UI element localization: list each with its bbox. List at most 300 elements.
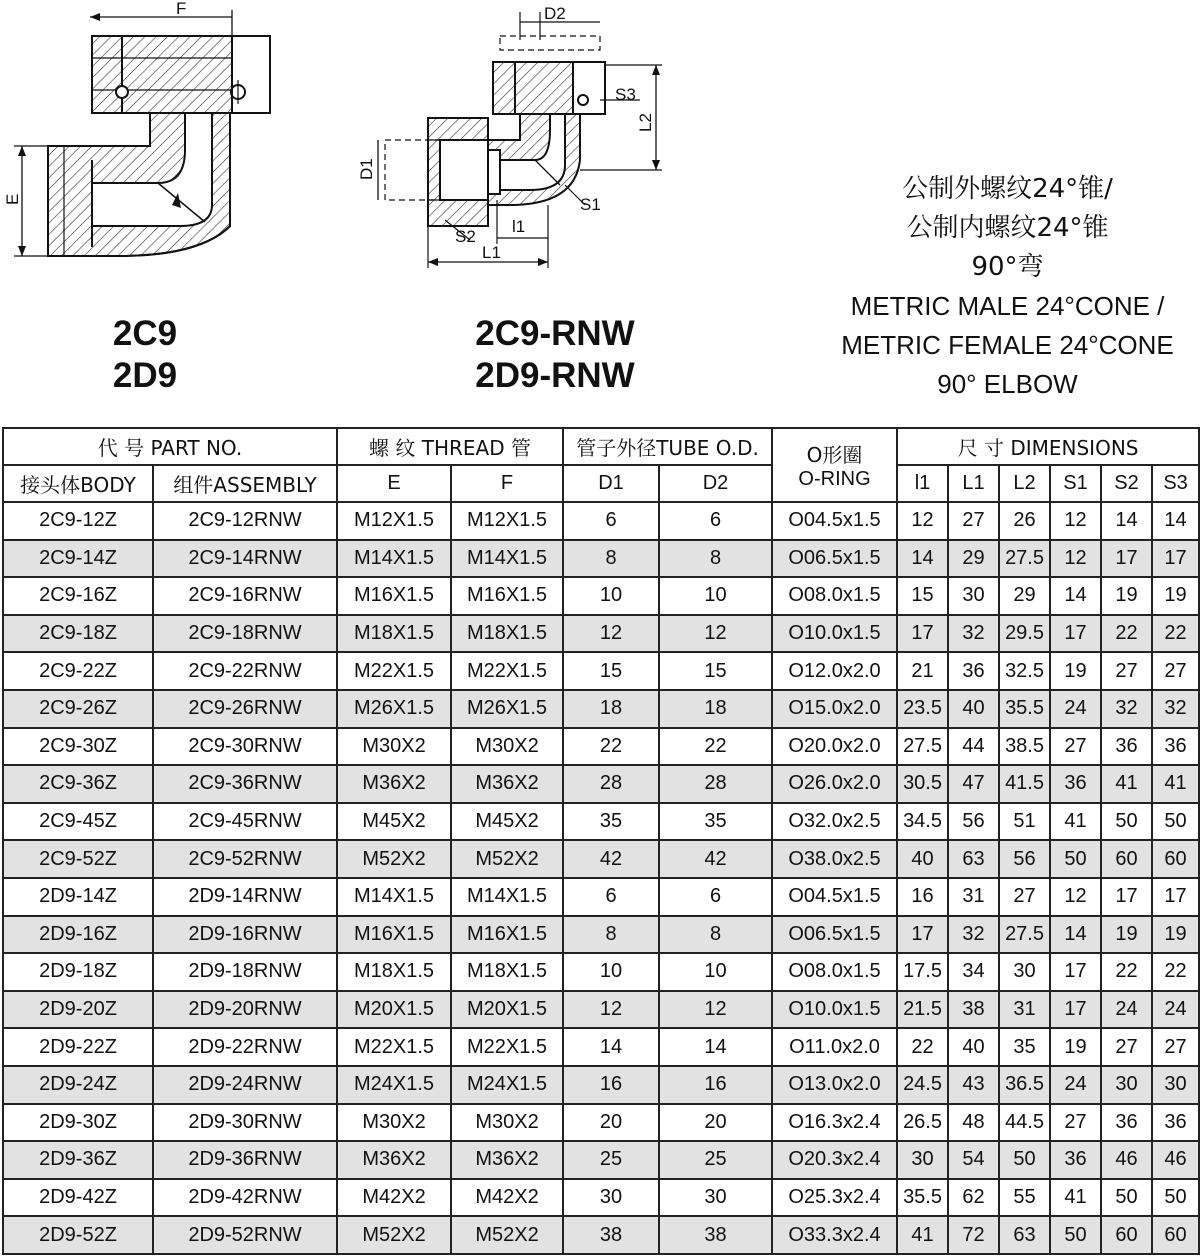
cell-e: M52X2 bbox=[337, 1216, 451, 1254]
cell-s2: 30 bbox=[1101, 1066, 1152, 1104]
cell-l2: 35 bbox=[999, 1028, 1050, 1066]
table-row bbox=[3, 690, 1199, 728]
cell-body: 2D9-30Z bbox=[3, 1104, 153, 1142]
cell-l2: 29.5 bbox=[999, 615, 1050, 653]
cell-l1: 54 bbox=[948, 1141, 999, 1179]
cell-f: M45X2 bbox=[451, 803, 563, 841]
header-o-ring-en: O-RING bbox=[798, 468, 871, 490]
cell-d1: 12 bbox=[563, 615, 659, 653]
cell-assembly: 2D9-52RNW bbox=[153, 1216, 337, 1254]
cell-l1: 62 bbox=[948, 1179, 999, 1217]
cell-s2: 19 bbox=[1101, 916, 1152, 954]
cell-assembly: 2D9-42RNW bbox=[153, 1179, 337, 1217]
cell-f: M36X2 bbox=[451, 1141, 563, 1179]
cell-body: 2C9-52Z bbox=[3, 840, 153, 878]
cell-l1-small: 22 bbox=[897, 1028, 948, 1066]
cell-l2: 29 bbox=[999, 577, 1050, 615]
description-en-line: 90° ELBOW bbox=[937, 369, 1078, 399]
cell-s1: 17 bbox=[1050, 615, 1101, 653]
cell-s3: 22 bbox=[1152, 615, 1199, 653]
cell-body: 2C9-14Z bbox=[3, 540, 153, 578]
header-dimensions: 尺 寸 DIMENSIONS bbox=[897, 428, 1199, 465]
header-body: 接头体BODY bbox=[3, 465, 153, 502]
table-row bbox=[3, 540, 1199, 578]
cell-body: 2D9-18Z bbox=[3, 953, 153, 991]
spec-table bbox=[2, 427, 1200, 1255]
cell-l1: 43 bbox=[948, 1066, 999, 1104]
cell-f: M30X2 bbox=[451, 1104, 563, 1142]
cell-l1-small: 30 bbox=[897, 1141, 948, 1179]
cell-assembly: 2C9-18RNW bbox=[153, 615, 337, 653]
description-cn-line: 90°弯 bbox=[971, 252, 1044, 282]
cell-e: M14X1.5 bbox=[337, 878, 451, 916]
cell-assembly: 2D9-24RNW bbox=[153, 1066, 337, 1104]
cell-body: 2D9-14Z bbox=[3, 878, 153, 916]
cell-l1: 30 bbox=[948, 577, 999, 615]
cell-o-ring: O26.0x2.0 bbox=[772, 765, 897, 803]
cell-o-ring: O04.5x1.5 bbox=[772, 878, 897, 916]
cell-l1-small: 17.5 bbox=[897, 953, 948, 991]
cell-l2: 32.5 bbox=[999, 652, 1050, 690]
cell-assembly: 2C9-52RNW bbox=[153, 840, 337, 878]
header-s3: S3 bbox=[1152, 465, 1199, 502]
cell-l2: 44.5 bbox=[999, 1104, 1050, 1142]
dim-label-d1: D1 bbox=[357, 158, 376, 180]
cell-f: M52X2 bbox=[451, 1216, 563, 1254]
cell-d1: 25 bbox=[563, 1141, 659, 1179]
cell-d2: 6 bbox=[659, 502, 772, 540]
cell-s1: 12 bbox=[1050, 878, 1101, 916]
header-s1: S1 bbox=[1050, 465, 1101, 502]
cell-d1: 6 bbox=[563, 502, 659, 540]
cell-assembly: 2C9-45RNW bbox=[153, 803, 337, 841]
cell-s3: 60 bbox=[1152, 840, 1199, 878]
cell-d1: 38 bbox=[563, 1216, 659, 1254]
cell-d2: 12 bbox=[659, 991, 772, 1029]
cell-l2: 26 bbox=[999, 502, 1050, 540]
cell-d1: 18 bbox=[563, 690, 659, 728]
cell-l1-small: 15 bbox=[897, 577, 948, 615]
cell-d2: 18 bbox=[659, 690, 772, 728]
cell-d1: 42 bbox=[563, 840, 659, 878]
cell-assembly: 2D9-22RNW bbox=[153, 1028, 337, 1066]
cell-s2: 36 bbox=[1101, 728, 1152, 766]
cell-d2: 25 bbox=[659, 1141, 772, 1179]
cell-e: M12X1.5 bbox=[337, 502, 451, 540]
cell-assembly: 2C9-16RNW bbox=[153, 577, 337, 615]
cell-o-ring: O38.0x2.5 bbox=[772, 840, 897, 878]
cell-e: M45X2 bbox=[337, 803, 451, 841]
cell-f: M30X2 bbox=[451, 728, 563, 766]
cell-l1-small: 34.5 bbox=[897, 803, 948, 841]
cell-d1: 15 bbox=[563, 652, 659, 690]
cell-e: M22X1.5 bbox=[337, 652, 451, 690]
cell-o-ring: O20.3x2.4 bbox=[772, 1141, 897, 1179]
header-l1-small: l1 bbox=[897, 465, 948, 502]
cell-o-ring: O13.0x2.0 bbox=[772, 1066, 897, 1104]
cell-l2: 27.5 bbox=[999, 916, 1050, 954]
cell-assembly: 2C9-12RNW bbox=[153, 502, 337, 540]
cell-l1-small: 16 bbox=[897, 878, 948, 916]
cell-s1: 27 bbox=[1050, 728, 1101, 766]
model-code: 2D9-RNW bbox=[475, 356, 635, 395]
cell-d1: 28 bbox=[563, 765, 659, 803]
cell-s3: 46 bbox=[1152, 1141, 1199, 1179]
header-assembly: 组件ASSEMBLY bbox=[153, 465, 337, 502]
table-row bbox=[3, 765, 1199, 803]
cell-assembly: 2C9-30RNW bbox=[153, 728, 337, 766]
cell-s3: 36 bbox=[1152, 1104, 1199, 1142]
cell-l1-small: 21.5 bbox=[897, 991, 948, 1029]
cell-l1: 56 bbox=[948, 803, 999, 841]
cell-l1-small: 35.5 bbox=[897, 1179, 948, 1217]
cell-d2: 12 bbox=[659, 615, 772, 653]
cell-e: M18X1.5 bbox=[337, 953, 451, 991]
header-l2: L2 bbox=[999, 465, 1050, 502]
cell-l2: 35.5 bbox=[999, 690, 1050, 728]
cell-s2: 17 bbox=[1101, 540, 1152, 578]
cell-o-ring: O08.0x1.5 bbox=[772, 577, 897, 615]
cell-assembly: 2D9-18RNW bbox=[153, 953, 337, 991]
cell-s1: 41 bbox=[1050, 803, 1101, 841]
cell-e: M26X1.5 bbox=[337, 690, 451, 728]
cell-s3: 36 bbox=[1152, 728, 1199, 766]
cell-d2: 22 bbox=[659, 728, 772, 766]
table-row bbox=[3, 1179, 1199, 1217]
table-row bbox=[3, 1216, 1199, 1254]
cell-o-ring: O06.5x1.5 bbox=[772, 916, 897, 954]
cell-l2: 30 bbox=[999, 953, 1050, 991]
cell-s2: 60 bbox=[1101, 1216, 1152, 1254]
header-o-ring bbox=[772, 428, 897, 502]
model-code: 2C9 bbox=[112, 314, 178, 353]
cell-o-ring: O32.0x2.5 bbox=[772, 803, 897, 841]
cell-s3: 17 bbox=[1152, 878, 1199, 916]
cell-s3: 14 bbox=[1152, 502, 1199, 540]
cell-assembly: 2C9-36RNW bbox=[153, 765, 337, 803]
cell-d1: 12 bbox=[563, 991, 659, 1029]
cell-l1: 63 bbox=[948, 840, 999, 878]
cell-body: 2D9-16Z bbox=[3, 916, 153, 954]
cell-s3: 27 bbox=[1152, 652, 1199, 690]
cell-s3: 41 bbox=[1152, 765, 1199, 803]
cell-body: 2C9-22Z bbox=[3, 652, 153, 690]
cell-l1: 36 bbox=[948, 652, 999, 690]
cell-l1-small: 17 bbox=[897, 615, 948, 653]
header-tube-od: 管子外径TUBE O.D. bbox=[563, 428, 772, 465]
cell-o-ring: O10.0x1.5 bbox=[772, 615, 897, 653]
model-code: 2C9-RNW bbox=[475, 314, 635, 353]
cell-f: M26X1.5 bbox=[451, 690, 563, 728]
cell-f: M22X1.5 bbox=[451, 1028, 563, 1066]
cell-o-ring: O08.0x1.5 bbox=[772, 953, 897, 991]
cell-l2: 55 bbox=[999, 1179, 1050, 1217]
header-f: F bbox=[451, 465, 563, 502]
cell-d1: 8 bbox=[563, 916, 659, 954]
cell-s3: 30 bbox=[1152, 1066, 1199, 1104]
cell-body: 2D9-20Z bbox=[3, 991, 153, 1029]
cell-l2: 38.5 bbox=[999, 728, 1050, 766]
cell-s1: 24 bbox=[1050, 1066, 1101, 1104]
cell-l1: 40 bbox=[948, 1028, 999, 1066]
cell-s2: 36 bbox=[1101, 1104, 1152, 1142]
cell-d1: 10 bbox=[563, 577, 659, 615]
cell-s3: 50 bbox=[1152, 803, 1199, 841]
model-codes-left bbox=[60, 313, 230, 397]
dim-label-l2: L2 bbox=[636, 113, 655, 132]
cell-f: M18X1.5 bbox=[451, 615, 563, 653]
cell-o-ring: O20.0x2.0 bbox=[772, 728, 897, 766]
spec-table-body bbox=[3, 502, 1199, 1254]
header-e: E bbox=[337, 465, 451, 502]
dim-label-d2: D2 bbox=[544, 4, 566, 23]
cell-e: M30X2 bbox=[337, 1104, 451, 1142]
cell-d2: 35 bbox=[659, 803, 772, 841]
cell-f: M14X1.5 bbox=[451, 540, 563, 578]
cell-s2: 32 bbox=[1101, 690, 1152, 728]
cell-d1: 16 bbox=[563, 1066, 659, 1104]
cell-o-ring: O16.3x2.4 bbox=[772, 1104, 897, 1142]
cell-l1-small: 30.5 bbox=[897, 765, 948, 803]
header-thread: 螺 纹 THREAD 管 bbox=[337, 428, 563, 465]
cell-f: M16X1.5 bbox=[451, 916, 563, 954]
elbow-drawing-left bbox=[14, 10, 270, 256]
cell-l1: 32 bbox=[948, 615, 999, 653]
cell-d2: 20 bbox=[659, 1104, 772, 1142]
cell-f: M36X2 bbox=[451, 765, 563, 803]
product-description bbox=[815, 170, 1200, 404]
table-row bbox=[3, 728, 1199, 766]
description-cn-line: 公制内螺纹24°锥 bbox=[906, 213, 1109, 243]
table-row bbox=[3, 991, 1199, 1029]
description-en-line: METRIC FEMALE 24°CONE bbox=[841, 330, 1174, 360]
cell-assembly: 2C9-22RNW bbox=[153, 652, 337, 690]
cell-assembly: 2D9-14RNW bbox=[153, 878, 337, 916]
cell-s3: 24 bbox=[1152, 991, 1199, 1029]
table-row bbox=[3, 878, 1199, 916]
cell-d2: 8 bbox=[659, 540, 772, 578]
dim-label-l1: L1 bbox=[482, 243, 501, 262]
table-row bbox=[3, 577, 1199, 615]
table-row bbox=[3, 652, 1199, 690]
cell-body: 2D9-22Z bbox=[3, 1028, 153, 1066]
cell-d2: 10 bbox=[659, 577, 772, 615]
cell-f: M14X1.5 bbox=[451, 878, 563, 916]
cell-assembly: 2D9-20RNW bbox=[153, 991, 337, 1029]
cell-s2: 22 bbox=[1101, 953, 1152, 991]
cell-d1: 35 bbox=[563, 803, 659, 841]
table-row bbox=[3, 1141, 1199, 1179]
cell-l1: 38 bbox=[948, 991, 999, 1029]
table-row bbox=[3, 502, 1199, 540]
cell-f: M18X1.5 bbox=[451, 953, 563, 991]
cell-e: M30X2 bbox=[337, 728, 451, 766]
cell-l1-small: 21 bbox=[897, 652, 948, 690]
cell-d2: 15 bbox=[659, 652, 772, 690]
cell-s1: 12 bbox=[1050, 502, 1101, 540]
cell-l1-small: 17 bbox=[897, 916, 948, 954]
cell-s1: 50 bbox=[1050, 840, 1101, 878]
cell-l2: 56 bbox=[999, 840, 1050, 878]
table-row bbox=[3, 953, 1199, 991]
cell-e: M18X1.5 bbox=[337, 615, 451, 653]
cell-d1: 10 bbox=[563, 953, 659, 991]
table-row bbox=[3, 1066, 1199, 1104]
dim-label-f: F bbox=[176, 0, 187, 18]
cell-o-ring: O10.0x1.5 bbox=[772, 991, 897, 1029]
description-cn-line: 公制外螺纹24°锥/ bbox=[902, 174, 1113, 204]
cell-e: M20X1.5 bbox=[337, 991, 451, 1029]
cell-body: 2C9-30Z bbox=[3, 728, 153, 766]
cell-s2: 17 bbox=[1101, 878, 1152, 916]
cell-s2: 27 bbox=[1101, 1028, 1152, 1066]
cell-l2: 63 bbox=[999, 1216, 1050, 1254]
cell-d2: 16 bbox=[659, 1066, 772, 1104]
cell-s1: 17 bbox=[1050, 991, 1101, 1029]
cell-f: M42X2 bbox=[451, 1179, 563, 1217]
cell-l1: 47 bbox=[948, 765, 999, 803]
cell-l1-small: 41 bbox=[897, 1216, 948, 1254]
cell-s3: 19 bbox=[1152, 577, 1199, 615]
cell-s2: 60 bbox=[1101, 840, 1152, 878]
cell-e: M36X2 bbox=[337, 1141, 451, 1179]
cell-l1: 72 bbox=[948, 1216, 999, 1254]
cell-o-ring: O25.3x2.4 bbox=[772, 1179, 897, 1217]
dim-label-s2: S2 bbox=[455, 227, 476, 246]
cell-s1: 36 bbox=[1050, 1141, 1101, 1179]
cell-e: M52X2 bbox=[337, 840, 451, 878]
cell-body: 2D9-24Z bbox=[3, 1066, 153, 1104]
cell-s2: 41 bbox=[1101, 765, 1152, 803]
header-d1: D1 bbox=[563, 465, 659, 502]
cell-s2: 19 bbox=[1101, 577, 1152, 615]
cell-o-ring: O11.0x2.0 bbox=[772, 1028, 897, 1066]
cell-e: M42X2 bbox=[337, 1179, 451, 1217]
cell-l2: 31 bbox=[999, 991, 1050, 1029]
model-code: 2D9 bbox=[112, 356, 178, 395]
cell-s3: 50 bbox=[1152, 1179, 1199, 1217]
cell-o-ring: O33.3x2.4 bbox=[772, 1216, 897, 1254]
dim-label-e: E bbox=[3, 193, 22, 205]
cell-d1: 20 bbox=[563, 1104, 659, 1142]
table-row bbox=[3, 840, 1199, 878]
cell-f: M24X1.5 bbox=[451, 1066, 563, 1104]
cell-l2: 36.5 bbox=[999, 1066, 1050, 1104]
cell-e: M14X1.5 bbox=[337, 540, 451, 578]
dim-label-s1: S1 bbox=[580, 195, 601, 214]
cell-s3: 32 bbox=[1152, 690, 1199, 728]
cell-e: M36X2 bbox=[337, 765, 451, 803]
cell-s1: 41 bbox=[1050, 1179, 1101, 1217]
cell-o-ring: O06.5x1.5 bbox=[772, 540, 897, 578]
cell-s1: 27 bbox=[1050, 1104, 1101, 1142]
cell-assembly: 2C9-14RNW bbox=[153, 540, 337, 578]
cell-s2: 46 bbox=[1101, 1141, 1152, 1179]
cell-l2: 51 bbox=[999, 803, 1050, 841]
header-l1: L1 bbox=[948, 465, 999, 502]
cell-d1: 30 bbox=[563, 1179, 659, 1217]
header-d2: D2 bbox=[659, 465, 772, 502]
cell-s3: 22 bbox=[1152, 953, 1199, 991]
cell-o-ring: O15.0x2.0 bbox=[772, 690, 897, 728]
header-s2: S2 bbox=[1101, 465, 1152, 502]
cell-s1: 17 bbox=[1050, 953, 1101, 991]
cell-s2: 27 bbox=[1101, 652, 1152, 690]
cell-l1: 27 bbox=[948, 502, 999, 540]
cell-body: 2C9-16Z bbox=[3, 577, 153, 615]
cell-s1: 36 bbox=[1050, 765, 1101, 803]
cell-d2: 28 bbox=[659, 765, 772, 803]
table-row bbox=[3, 615, 1199, 653]
cell-d1: 14 bbox=[563, 1028, 659, 1066]
cell-s1: 50 bbox=[1050, 1216, 1101, 1254]
cell-l1: 29 bbox=[948, 540, 999, 578]
cell-body: 2D9-36Z bbox=[3, 1141, 153, 1179]
cell-f: M16X1.5 bbox=[451, 577, 563, 615]
cell-l1-small: 40 bbox=[897, 840, 948, 878]
cell-body: 2C9-26Z bbox=[3, 690, 153, 728]
cell-s1: 14 bbox=[1050, 577, 1101, 615]
cell-d2: 10 bbox=[659, 953, 772, 991]
cell-assembly: 2D9-36RNW bbox=[153, 1141, 337, 1179]
cell-l1-small: 27.5 bbox=[897, 728, 948, 766]
cell-f: M20X1.5 bbox=[451, 991, 563, 1029]
cell-s1: 19 bbox=[1050, 652, 1101, 690]
cell-l1: 48 bbox=[948, 1104, 999, 1142]
cell-d2: 14 bbox=[659, 1028, 772, 1066]
cell-s1: 24 bbox=[1050, 690, 1101, 728]
dim-label-l1-small: l1 bbox=[512, 217, 526, 236]
cell-body: 2D9-42Z bbox=[3, 1179, 153, 1217]
cell-f: M22X1.5 bbox=[451, 652, 563, 690]
cell-assembly: 2D9-30RNW bbox=[153, 1104, 337, 1142]
cell-l2: 27.5 bbox=[999, 540, 1050, 578]
description-en-line: METRIC MALE 24°CONE / bbox=[850, 291, 1165, 321]
cell-l1: 40 bbox=[948, 690, 999, 728]
cell-e: M16X1.5 bbox=[337, 577, 451, 615]
cell-d1: 8 bbox=[563, 540, 659, 578]
table-row bbox=[3, 803, 1199, 841]
cell-d2: 6 bbox=[659, 878, 772, 916]
cell-o-ring: O12.0x2.0 bbox=[772, 652, 897, 690]
cell-l1-small: 12 bbox=[897, 502, 948, 540]
cell-s1: 12 bbox=[1050, 540, 1101, 578]
header-o-ring-cn: O形圈 bbox=[806, 443, 863, 467]
cell-body: 2C9-45Z bbox=[3, 803, 153, 841]
cell-e: M22X1.5 bbox=[337, 1028, 451, 1066]
cell-body: 2C9-12Z bbox=[3, 502, 153, 540]
cell-body: 2C9-36Z bbox=[3, 765, 153, 803]
cell-s1: 19 bbox=[1050, 1028, 1101, 1066]
cell-l1: 44 bbox=[948, 728, 999, 766]
cell-d1: 22 bbox=[563, 728, 659, 766]
cell-assembly: 2C9-26RNW bbox=[153, 690, 337, 728]
cell-o-ring: O04.5x1.5 bbox=[772, 502, 897, 540]
cell-d2: 42 bbox=[659, 840, 772, 878]
cell-d2: 30 bbox=[659, 1179, 772, 1217]
cell-s3: 60 bbox=[1152, 1216, 1199, 1254]
cell-l2: 41.5 bbox=[999, 765, 1050, 803]
cell-d2: 8 bbox=[659, 916, 772, 954]
cell-s2: 24 bbox=[1101, 991, 1152, 1029]
cell-body: 2D9-52Z bbox=[3, 1216, 153, 1254]
cell-l1-small: 26.5 bbox=[897, 1104, 948, 1142]
cell-s2: 14 bbox=[1101, 502, 1152, 540]
cell-l1-small: 23.5 bbox=[897, 690, 948, 728]
model-codes-right bbox=[440, 313, 670, 397]
table-row bbox=[3, 1104, 1199, 1142]
table-row bbox=[3, 1028, 1199, 1066]
